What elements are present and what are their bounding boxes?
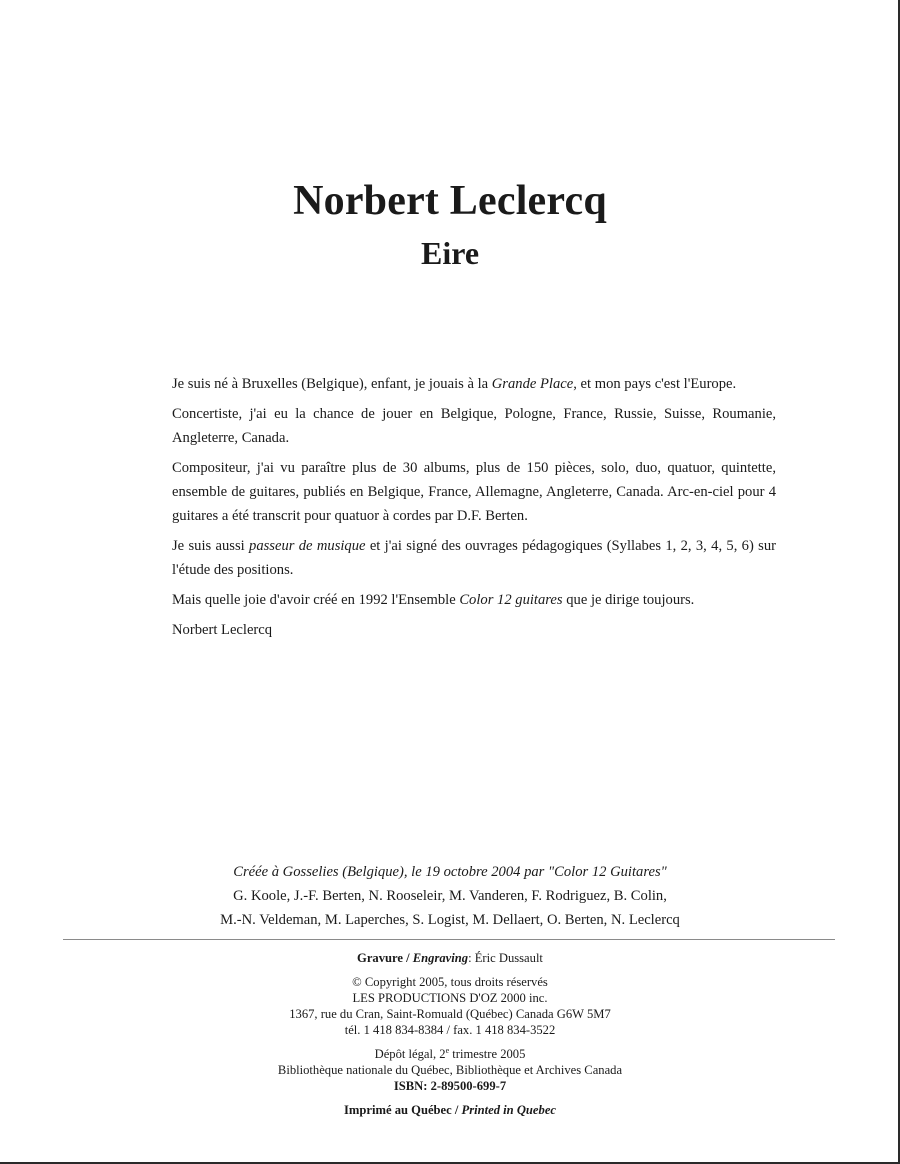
bio-text: Je suis aussi [172,538,250,554]
divider [63,939,835,940]
engraving-label-fr: Gravure [357,951,403,965]
bio-text: Mais quelle joie d'avoir créé en 1992 l'Ensemble [172,592,460,608]
engraving-label-en: Engraving [412,951,469,965]
deposit-ordinal: e [445,1045,450,1055]
engraving-credit [0,950,900,966]
label-separator: / [402,951,413,965]
premiere-info [0,860,900,932]
deposit-text: Dépôt légal, 2 [374,1047,446,1061]
label-colon: : [468,951,475,965]
legal-deposit [0,1046,900,1062]
label-separator: / [451,1103,462,1117]
bio-paragraph-concerts: Concertiste, j'ai eu la chance de jouer en Belgique, Pologne, France, Russie, Suisse, Roumanie, Angleterre, Canada. [172,406,776,446]
engraver-name: Éric Dussault [474,951,543,965]
isbn: ISBN: 2-89500-699-7 [393,1079,507,1093]
copyright-line: © Copyright 2005, tous droits réservés [352,975,548,989]
printed-in [0,1102,900,1118]
publisher-address: 1367, rue du Cran, Saint-Romuald (Québec) Canada G6W 5M7 [289,1007,611,1021]
bio-paragraph-origin [172,372,776,396]
premiere-date-line: Créée à Gosselies (Belgique), le 19 octobre 2004 par "Color 12 Guitares" [233,864,667,880]
printed-en: Printed in Quebec [461,1103,556,1117]
bio-signature: Norbert Leclercq [172,622,273,638]
bio-paragraph-pedagogy [172,534,776,582]
piece-title: Eire [420,235,480,271]
bio-paragraph-compositions: Compositeur, j'ai vu paraître plus de 30 albums, plus de 150 pièces, solo, duo, quatuor, quintette, ensemble de guitares, publiés en Belgique, France, Allemagne, Angleterre, Canada. Arc-en-ciel pour 4 guitares a été transcrit pour quatuor à cordes par D.F. Berten. [172,460,776,524]
bio-emphasis: Grande Place [491,376,574,392]
library-line: Bibliothèque nationale du Québec, Bibliothèque et Archives Canada [277,1063,623,1077]
printed-fr: Imprimé au Québec [344,1103,452,1117]
bio-text: et j'ai signé des ouvrages pédagogiques (Syllabes 1, 2, 3, 4, 5, 6) sur l'étude des positions. [172,538,776,578]
bio-emphasis: passeur de musique [249,538,366,554]
publication-credits [0,950,900,1118]
bio-paragraph-ensemble [172,588,776,612]
bio-text: que je dirige toujours. [562,592,695,608]
composer-name: Norbert Leclercq [293,178,607,224]
composer-biography [172,372,776,648]
bio-text: , et mon pays c'est l'Europe. [573,376,737,392]
bio-emphasis: Color 12 guitares [459,592,563,608]
deposit-text: trimestre 2005 [449,1047,526,1061]
publisher-phone: tél. 1 418 834-8384 / fax. 1 418 834-3522 [344,1023,556,1037]
performers-line-1: G. Koole, J.-F. Berten, N. Rooseleir, M. Vanderen, F. Rodriguez, B. Colin, [233,888,667,904]
performers-line-2: M.-N. Veldeman, M. Laperches, S. Logist, M. Dellaert, O. Berten, N. Leclercq [220,912,680,928]
bio-text: Je suis né à Bruxelles (Belgique), enfant, je jouais à la [172,376,492,392]
publisher-name: LES PRODUCTIONS D'OZ 2000 inc. [352,991,548,1005]
